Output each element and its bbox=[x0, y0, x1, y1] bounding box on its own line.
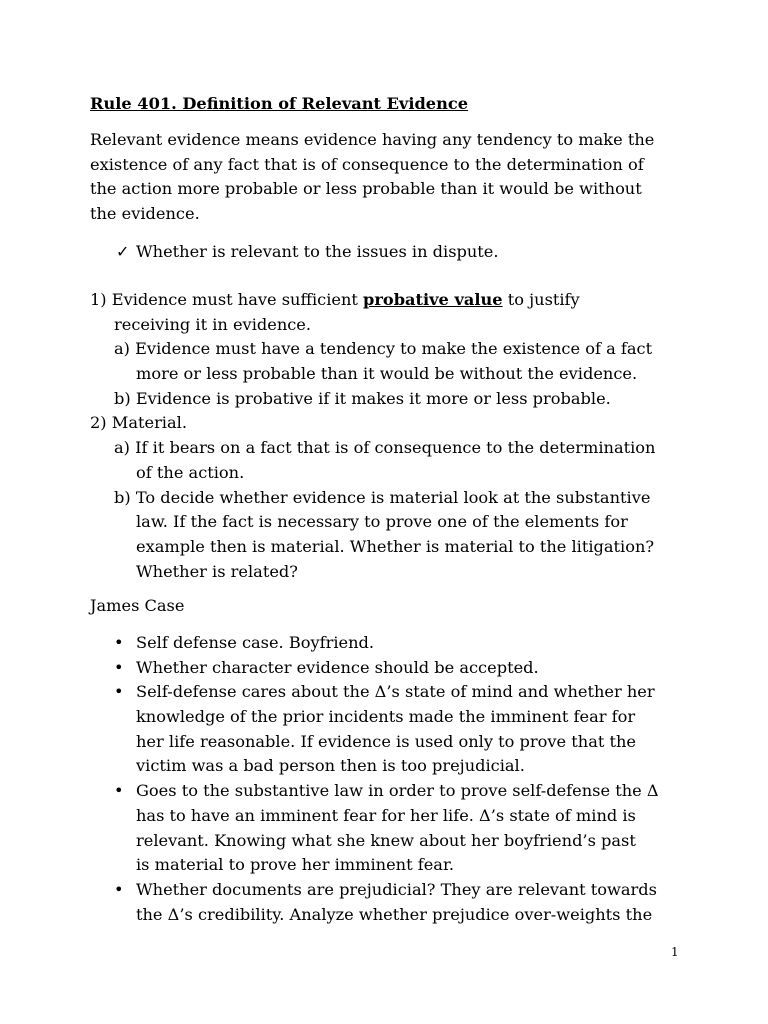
sub-item-2b-continuation: Whether is related? bbox=[136, 561, 298, 581]
checklist-item-text: Whether is relevant to the issues in dispute. bbox=[136, 242, 499, 261]
bullet-icon: • bbox=[114, 657, 124, 677]
sub-item-2b-continuation: law. If the fact is necessary to prove one of the elements for bbox=[136, 512, 628, 532]
sub-item-2a: a) If it bears on a fact that is of consequence to the determination bbox=[114, 438, 656, 458]
bullet-icon: • bbox=[114, 879, 124, 899]
bullet-icon: • bbox=[114, 633, 124, 652]
definition-line: the evidence. bbox=[90, 204, 200, 224]
bullet-icon: • bbox=[114, 781, 124, 801]
checklist-item bbox=[116, 240, 499, 265]
bullet-item bbox=[114, 656, 714, 681]
bullet-item bbox=[114, 680, 714, 779]
bullet-line: relevant. Knowing what she knew about her boyfriend’s past bbox=[136, 830, 636, 850]
bullet-item bbox=[114, 878, 714, 927]
list-item-1-text-suffix: to justify bbox=[502, 290, 580, 309]
bullet-line: Goes to the substantive law in order to prove self-defense the Δ bbox=[136, 781, 659, 801]
probative-value-emphasis: probative value bbox=[363, 290, 503, 309]
list-item-1 bbox=[90, 288, 710, 313]
bullet-line: victim was a bad person then is too prejudicial. bbox=[136, 756, 525, 776]
definition-line: Relevant evidence means evidence having any tendency to make the bbox=[90, 130, 655, 149]
sub-item-2a-continuation: of the action. bbox=[136, 462, 245, 482]
bullet-line: her life reasonable. If evidence is used only to prove that the bbox=[136, 731, 637, 751]
sub-item-2b-continuation: example then is material. Whether is material to the litigation? bbox=[136, 536, 655, 556]
list-item-1-text: 1) Evidence must have sufficient bbox=[90, 290, 364, 309]
bullet-line: Whether documents are prejudicial? They are relevant towards bbox=[136, 879, 657, 899]
bullet-line: is material to prove her imminent fear. bbox=[136, 855, 455, 875]
definition-line: the action more probable or less probable than it would be without bbox=[90, 179, 642, 199]
case-title: James Case bbox=[90, 596, 185, 615]
bullet-list bbox=[114, 631, 714, 927]
checkmark-icon: ✓ bbox=[116, 242, 130, 261]
numbered-list bbox=[90, 288, 710, 584]
sub-item-1a: a) Evidence must have a tendency to make the existence of a fact bbox=[114, 339, 653, 359]
bullet-line: Whether character evidence should be accepted. bbox=[136, 657, 539, 677]
list-item-2: 2) Material. bbox=[90, 413, 187, 433]
bullet-line: has to have an imminent fear for her life. Δ’s state of mind is bbox=[136, 805, 636, 825]
bullet-line: knowledge of the prior incidents made the imminent fear for bbox=[136, 707, 636, 727]
bullet-item bbox=[114, 631, 714, 656]
sub-item-1a-continuation: more or less probable than it would be without the evidence. bbox=[136, 364, 638, 384]
definition-paragraph bbox=[90, 128, 690, 227]
definition-line: existence of any fact that is of consequence to the determination of bbox=[90, 154, 644, 174]
bullet-line: Self-defense cares about the Δ’s state of mind and whether her bbox=[136, 682, 655, 702]
list-item-1-continuation: receiving it in evidence. bbox=[114, 314, 312, 334]
bullet-line: Self defense case. Boyfriend. bbox=[136, 633, 375, 652]
bullet-icon: • bbox=[114, 682, 124, 702]
page-number: 1 bbox=[671, 945, 679, 959]
sub-item-1b: b) Evidence is probative if it makes it more or less probable. bbox=[114, 388, 611, 408]
sub-item-2b: b) To decide whether evidence is material look at the substantive bbox=[114, 487, 651, 507]
rule-heading: Rule 401. Definition of Relevant Evidence bbox=[90, 94, 469, 113]
bullet-item bbox=[114, 779, 714, 878]
bullet-line: the Δ’s credibility. Analyze whether prejudice over-weights the bbox=[136, 904, 653, 924]
